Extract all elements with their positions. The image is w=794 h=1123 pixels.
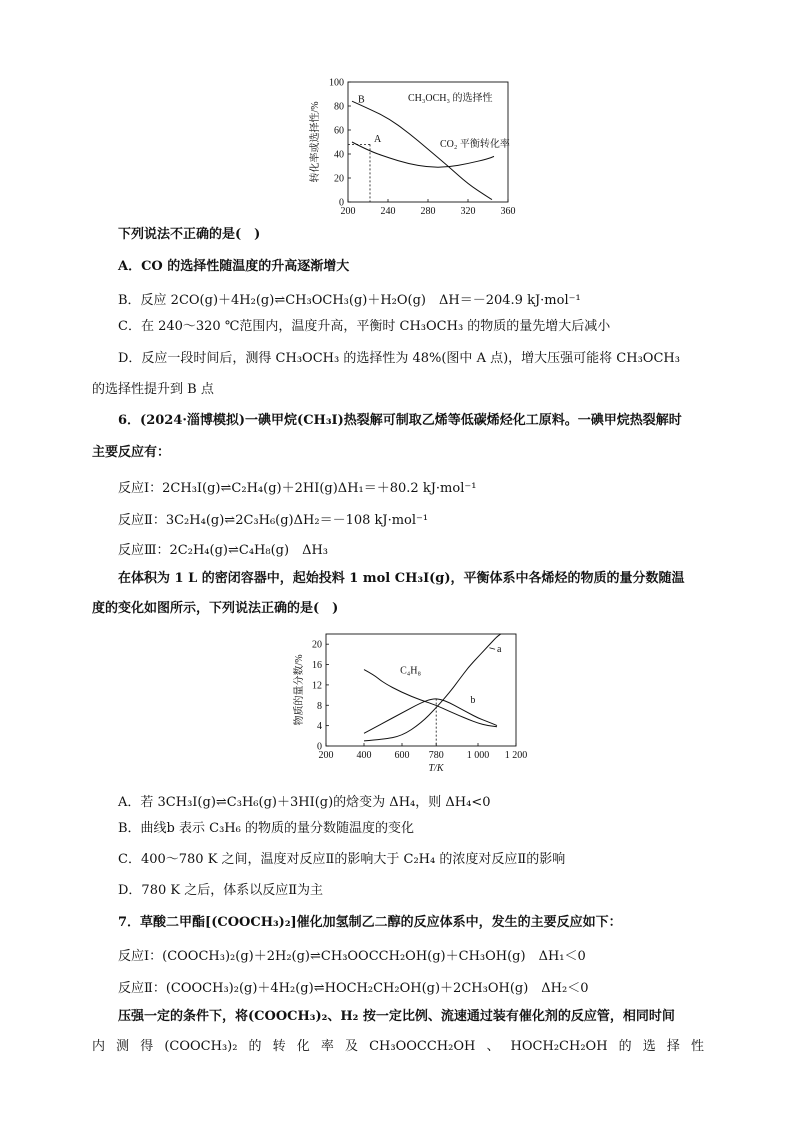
x-tick-label: 1 000	[466, 750, 490, 761]
q7-paragraph-line1: 压强一定的条件下，将(COOCH₃)₂、H₂ 按一定比例、流速通过装有催化剂的反应管，相同时间	[118, 1009, 675, 1024]
equilibrium-arrow-icon: ⇌	[220, 481, 232, 496]
q6-stem-line1: 6．(2024·淄博模拟)一碘甲烷(CH₃I)热裂解可制取乙烯等低碳烯烃化工原料。一碘甲烷热裂解时	[118, 413, 682, 428]
equilibrium-arrow-icon: ⇌	[227, 543, 239, 558]
q7-reaction-1	[118, 948, 586, 966]
q6-option-b: B．曲线b 表示 C₃H₆ 的物质的量分数随温度的变化	[118, 821, 414, 836]
q5-option-d-line1: D．反应一段时间后，测得 CH₃OCH₃ 的选择性为 48%(图中 A 点)，增大压强可能将 CH₃OCH₃	[118, 351, 680, 366]
q6-r1-left: 反应Ⅰ：2CH₃I(g)	[118, 481, 221, 496]
q6-option-c: C．400～780 K 之间，温度对反应Ⅱ的影响大于 C₂H₄ 的浓度对反应Ⅱ的影响	[118, 852, 566, 867]
series-b	[364, 699, 497, 733]
plot-frame	[326, 634, 516, 746]
q7-word: 内	[92, 1039, 106, 1054]
series-a	[364, 634, 501, 741]
q7-paragraph-line2	[92, 1038, 704, 1056]
q7-r2-left: 反应Ⅱ：(COOCH₃)₂(g)＋4H₂(g)	[118, 981, 314, 996]
y-tick-label: 0	[317, 741, 322, 753]
series-label-b: b	[470, 695, 476, 707]
q6-a-left: A．若 3CH₃I(g)	[118, 795, 216, 810]
y-tick-label: 12	[312, 680, 322, 692]
point-label-b: B	[358, 94, 365, 106]
y-tick-label: 100	[329, 77, 344, 89]
q7-word: 化	[296, 1039, 310, 1054]
equilibrium-arrow-icon: ⇌	[274, 293, 286, 308]
series-label-c4h8: C₄H₈	[400, 665, 421, 677]
q7-word: 的	[618, 1039, 632, 1054]
y-axis-label: 转化率或选择性/%	[310, 101, 321, 183]
y-tick-label: 0	[339, 197, 344, 209]
x-tick-label: 1 200	[504, 750, 528, 761]
y-tick-label: 80	[334, 101, 344, 113]
x-tick-label: 200	[340, 206, 356, 217]
q6-reaction-3	[118, 542, 328, 560]
q6-reaction-2	[118, 512, 428, 530]
q7-word: 测	[116, 1039, 130, 1054]
equilibrium-arrow-icon: ⇌	[310, 949, 321, 964]
y-tick-label: 40	[334, 149, 344, 161]
y-tick-label: 4	[317, 721, 322, 733]
chart-mole-fraction-temperature	[286, 628, 536, 780]
label-leader-a	[489, 648, 495, 650]
x-tick-label: 240	[380, 206, 396, 217]
series-label-co2: CO₂ 平衡转化率	[440, 138, 510, 150]
q7-word: CH₃OOCCH₂OH	[369, 1039, 476, 1054]
q7-word: 及	[344, 1039, 358, 1054]
q5-option-a: A．CO 的选择性随温度的升高逐渐增大	[118, 259, 350, 274]
q5-option-c: C．在 240～320 ℃范围内，温度升高，平衡时 CH₃OCH₃ 的物质的量先增大后减小	[118, 319, 611, 334]
q6-condition-line1: 在体积为 1 L 的密闭容器中，起始投料 1 mol CH₃I(g)，平衡体系中各烯烃的物质的量分数随温	[118, 571, 685, 586]
q6-r3-left: 反应Ⅲ：2C₂H₄(g)	[118, 543, 228, 558]
y-tick-label: 8	[317, 700, 322, 712]
q6-r3-right: C₄H₈(g) ΔH₃	[238, 543, 328, 558]
x-tick-label: 360	[500, 206, 516, 217]
q7-word: 、	[486, 1039, 500, 1054]
q5-stem: 下列说法不正确的是( )	[118, 227, 261, 242]
y-tick-label: 60	[334, 125, 344, 137]
q7-word: 转	[272, 1039, 286, 1054]
x-tick-label: 780	[428, 750, 444, 761]
x-tick-label: 400	[356, 750, 372, 761]
q6-r2-left: 反应Ⅱ：3C₂H₄(g)	[118, 513, 225, 528]
q6-option-d: D．780 K 之后，体系以反应Ⅱ为主	[118, 883, 324, 898]
q7-word: 率	[320, 1039, 334, 1054]
x-tick-label: 200	[318, 750, 334, 761]
q7-word: 择	[666, 1039, 680, 1054]
x-tick-label: 280	[420, 206, 436, 217]
q5-option-b	[118, 292, 581, 310]
point-label-a: A	[374, 134, 382, 145]
q7-word: 得	[140, 1039, 154, 1054]
y-tick-label: 16	[312, 660, 322, 672]
q7-word: 选	[642, 1039, 656, 1054]
q7-reaction-2	[118, 980, 589, 998]
q7-r1-left: 反应Ⅰ：(COOCH₃)₂(g)＋2H₂(g)	[118, 949, 310, 964]
series-label-ch3och3: CH₃OCH₃ 的选择性	[408, 93, 493, 105]
equilibrium-arrow-icon: ⇌	[313, 981, 325, 996]
q7-word: (COOCH₃)₂	[164, 1039, 238, 1054]
q7-word: HOCH₂CH₂OH	[510, 1039, 608, 1054]
q6-r2-right: 2C₃H₆(g)ΔH₂＝－108 kJ·mol⁻¹	[235, 513, 429, 528]
q5-option-b-right: CH₃OCH₃(g)＋H₂O(g) ΔH＝－204.9 kJ·mol⁻¹	[285, 293, 581, 308]
q6-stem-line2: 主要反应有：	[92, 445, 171, 460]
q7-r1-right: CH₃OOCCH₂OH(g)＋CH₃OH(g) ΔH₁＜0	[320, 949, 586, 964]
q5-option-b-left: B．反应 2CO(g)＋4H₂(g)	[118, 293, 275, 308]
series-c4h8	[364, 670, 497, 727]
chart-selectivity-conversion	[296, 74, 526, 220]
q6-condition-line2: 度的变化如图所示，下列说法正确的是( )	[92, 601, 339, 616]
y-tick-label: 20	[334, 173, 344, 185]
q5-option-d-line2: 的选择性提升到 B 点	[92, 382, 214, 397]
q6-a-right: C₃H₆(g)＋3HI(g)的焓变为 ΔH₄，则 ΔH₄<0	[226, 795, 491, 810]
series-ch3och3-selectivity	[352, 101, 492, 199]
q7-stem: 7．草酸二甲酯[(COOCH₃)₂]催化加氢制乙二醇的反应体系中，发生的主要反应如下：	[118, 915, 622, 930]
y-tick-label: 20	[312, 639, 322, 651]
q7-r2-right: HOCH₂CH₂OH(g)＋2CH₃OH(g) ΔH₂＜0	[324, 981, 589, 996]
q7-word: 的	[248, 1039, 262, 1054]
q6-reaction-1	[118, 480, 476, 498]
q7-word: 性	[690, 1039, 704, 1054]
q6-option-a	[118, 794, 490, 812]
x-axis-label: T/K	[428, 763, 444, 774]
equilibrium-arrow-icon: ⇌	[224, 513, 236, 528]
q6-r1-right: C₂H₄(g)＋2HI(g)ΔH₁＝＋80.2 kJ·mol⁻¹	[231, 481, 477, 496]
y-axis-label: 物质的量分数/%	[294, 654, 305, 726]
equilibrium-arrow-icon: ⇌	[215, 795, 227, 810]
series-label-a: a	[497, 643, 502, 655]
x-tick-label: 320	[460, 206, 476, 217]
x-tick-label: 600	[394, 750, 410, 761]
